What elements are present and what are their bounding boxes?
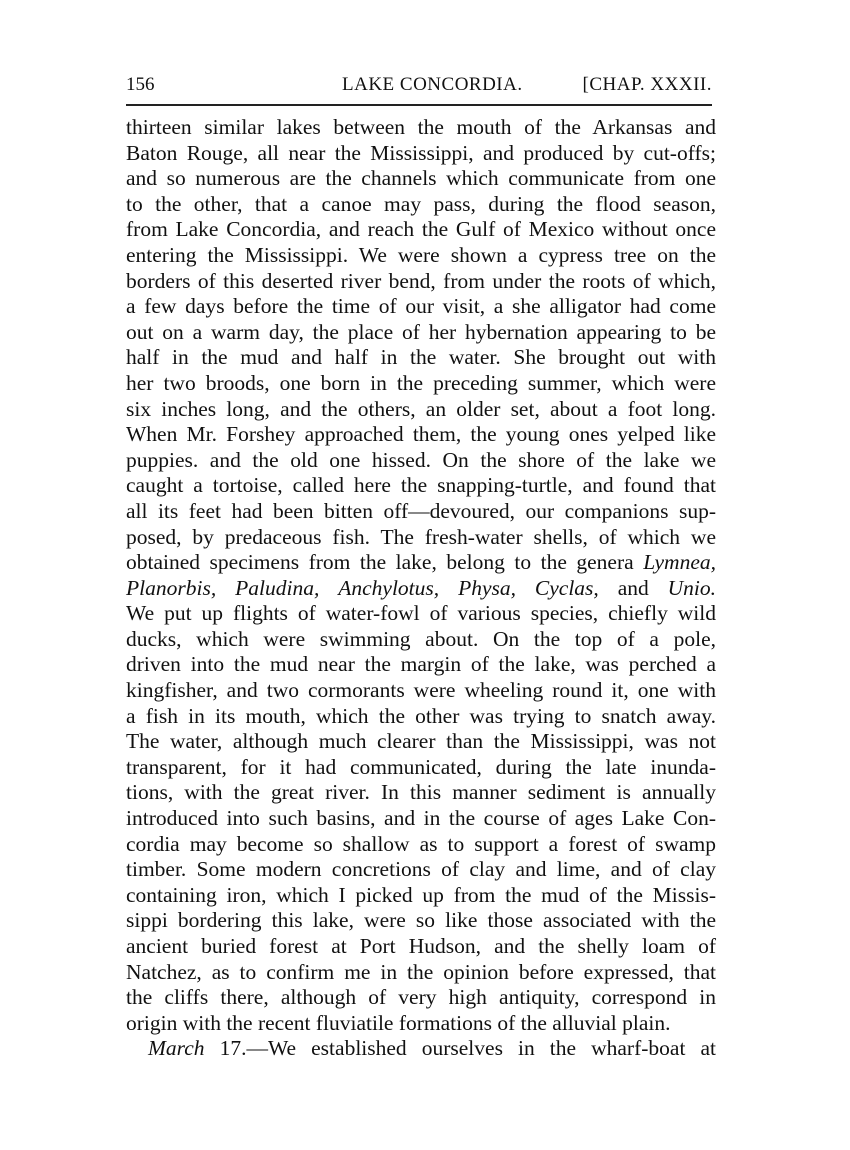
text-line [126, 550, 716, 576]
text-line [126, 576, 716, 602]
text-run: puppies. and the old one hissed. On the shore of the lake we [126, 447, 716, 472]
text-run: Baton Rouge, all near the Mississippi, and produced by cut-offs; [126, 140, 716, 165]
text-line [126, 422, 716, 448]
text-run: tions, with the great river. In this manner sediment is annually [126, 780, 716, 805]
text-line [126, 371, 716, 397]
text-run: When Mr. Forshey approached them, the young ones yelped like [126, 422, 716, 447]
text-line [126, 269, 716, 295]
text-run: kingfisher, and two cormorants were wheeling round it, one with [126, 678, 716, 703]
text-run: thirteen similar lakes between the mouth of the Arkansas and [126, 115, 716, 139]
text-line [126, 345, 716, 371]
text-line [126, 883, 716, 909]
text-run: timber. Some modern concretions of clay and lime, and of clay [126, 857, 716, 882]
italic-term: March [148, 1036, 205, 1061]
text-line [126, 141, 716, 167]
text-line [126, 908, 716, 934]
text-run: half in the mud and half in the water. She brought out with [126, 345, 716, 370]
text-run: and [598, 575, 668, 600]
text-line [126, 627, 716, 653]
text-line [126, 294, 716, 320]
text-run: her two broods, one born in the preceding summer, which were [126, 370, 716, 395]
text-line [126, 806, 716, 832]
text-line [126, 192, 716, 218]
text-run: a few days before the time of our visit, a she alligator had come [126, 294, 716, 319]
text-run: origin with the recent fluviatile formations of the alluvial plain. [126, 1010, 671, 1035]
page-header [126, 74, 712, 104]
text-line [126, 960, 716, 986]
text-line [126, 1036, 716, 1062]
text-run [439, 576, 458, 600]
text-line [126, 320, 716, 346]
text-run: cordia may become so shallow as to support a forest of swamp [126, 831, 716, 856]
text-run: driven into the mud near the margin of the lake, was perched a [126, 652, 716, 677]
chapter-reference: [CHAP. XXXII. [582, 74, 712, 95]
text-line [126, 704, 716, 730]
text-run: We put up flights of water-fowl of various species, chiefly wild [126, 601, 716, 626]
text-run: caught a tortoise, called here the snapping-turtle, and found that [126, 473, 716, 498]
text-run: and so numerous are the channels which communicate from one [126, 166, 716, 191]
text-run: sippi bordering this lake, were so like those associated with the [126, 908, 716, 933]
text-line [126, 499, 716, 525]
text-line [126, 934, 716, 960]
text-run: from Lake Concordia, and reach the Gulf of Mexico without once [126, 217, 716, 242]
text-run: ducks, which were swimming about. On the top of a pole, [126, 626, 716, 651]
text-run: all its feet had been bitten off—devoured, our companions sup- [126, 498, 716, 523]
text-line [126, 857, 716, 883]
italic-term: Unio. [667, 575, 717, 600]
text-line [126, 397, 716, 423]
text-line [126, 473, 716, 499]
text-run: posed, by predaceous fish. The fresh-water shells, of which we [126, 524, 716, 549]
text-run: six inches long, and the others, an older set, about a foot long. [126, 396, 716, 421]
italic-term: Paludina, [235, 575, 320, 600]
page-number: 156 [126, 74, 155, 95]
text-line [126, 780, 716, 806]
text-run: obtained specimens from the lake, belong to the genera [126, 550, 644, 575]
running-title: LAKE CONCORDIA. [342, 74, 523, 95]
text-line [126, 601, 716, 627]
text-run [319, 576, 338, 600]
text-run [516, 576, 535, 600]
text-line [126, 525, 716, 551]
text-run: borders of this deserted river bend, from under the roots of which, [126, 268, 716, 293]
text-run: transparent, for it had communicated, during the late inunda- [126, 754, 716, 779]
header-rule [126, 104, 712, 106]
text-line [126, 985, 716, 1011]
italic-term: Planorbis, [126, 575, 217, 600]
text-run: out on a warm day, the place of her hybernation appearing to be [126, 319, 716, 344]
text-line [126, 832, 716, 858]
text-line [126, 652, 716, 678]
italic-term: Lymnea, [643, 550, 716, 575]
text-line [126, 243, 716, 269]
italic-term: Cyclas, [534, 575, 599, 600]
text-run: entering the Mississippi. We were shown a cypress tree on the [126, 242, 716, 267]
text-run [216, 576, 235, 600]
text-line [126, 448, 716, 474]
text-line [126, 755, 716, 781]
text-line [126, 729, 716, 755]
text-run: 17.—We established ourselves in the wharf-boat at [204, 1036, 716, 1061]
text-run: Natchez, as to confirm me in the opinion before expressed, that [126, 959, 716, 984]
text-line [126, 1011, 716, 1037]
text-line [126, 678, 716, 704]
text-line [126, 115, 716, 141]
italic-term: Anchylotus, [338, 575, 440, 600]
text-run: introduced into such basins, and in the course of ages Lake Con- [126, 806, 716, 831]
text-run: to the other, that a canoe may pass, during the flood season, [126, 191, 716, 216]
text-run: ancient buried forest at Port Hudson, and the shelly loam of [126, 934, 716, 958]
text-run: the cliffs there, although of very high antiquity, correspond in [126, 985, 716, 1010]
italic-term: Physa, [458, 575, 516, 600]
text-run: The water, although much clearer than the Mississippi, was not [126, 729, 716, 754]
text-line [126, 217, 716, 243]
text-run: a fish in its mouth, which the other was trying to snatch away. [126, 703, 716, 728]
text-line [126, 166, 716, 192]
text-run: containing iron, which I picked up from the mud of the Missis- [126, 882, 716, 907]
body-text [126, 115, 716, 1062]
